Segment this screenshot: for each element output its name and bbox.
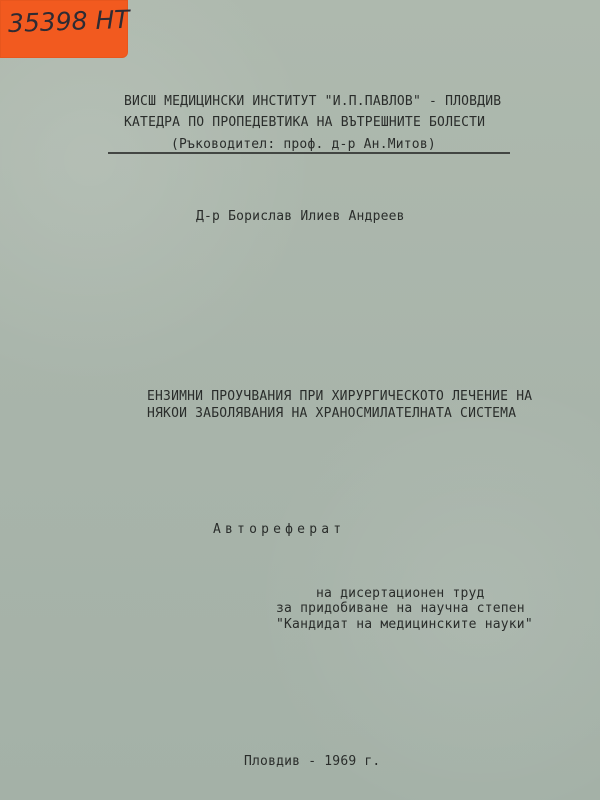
document-title-line-2: НЯКОИ ЗАБОЛЯВАНИЯ НА ХРАНОСМИЛАТЕЛНАТА СИСТЕМА [147, 406, 517, 421]
catalog-sticker [0, 0, 128, 58]
dissertation-note-line-3: "Кандидат на медицинските науки" [276, 617, 533, 632]
supervisor-line: (Ръководител: проф. д-р Ан.Митов) [171, 137, 436, 152]
department-header: КАТЕДРА ПО ПРОПЕДЕВТИКА НА ВЪТРЕШНИТЕ БОЛЕСТИ [124, 115, 486, 130]
author-name: Д-р Борислав Илиев Андреев [196, 209, 405, 224]
document-title-line-1: ЕНЗИМНИ ПРОУЧВАНИЯ ПРИ ХИРУРГИЧЕСКОТО ЛЕЧЕНИЕ НА [147, 389, 533, 404]
catalog-number: 35398 НТ [7, 4, 130, 38]
header-divider [108, 152, 510, 154]
place-year: Пловдив - 1969 г. [244, 754, 381, 769]
dissertation-note-line-1: на дисертационен труд [316, 586, 485, 601]
institution-header: ВИСШ МЕДИЦИНСКИ ИНСТИТУТ "И.П.ПАВЛОВ" - ПЛОВДИВ [124, 94, 502, 109]
dissertation-note-line-2: за придобиване на научна степен [276, 601, 525, 616]
document-subtitle: Автореферат [213, 522, 346, 537]
